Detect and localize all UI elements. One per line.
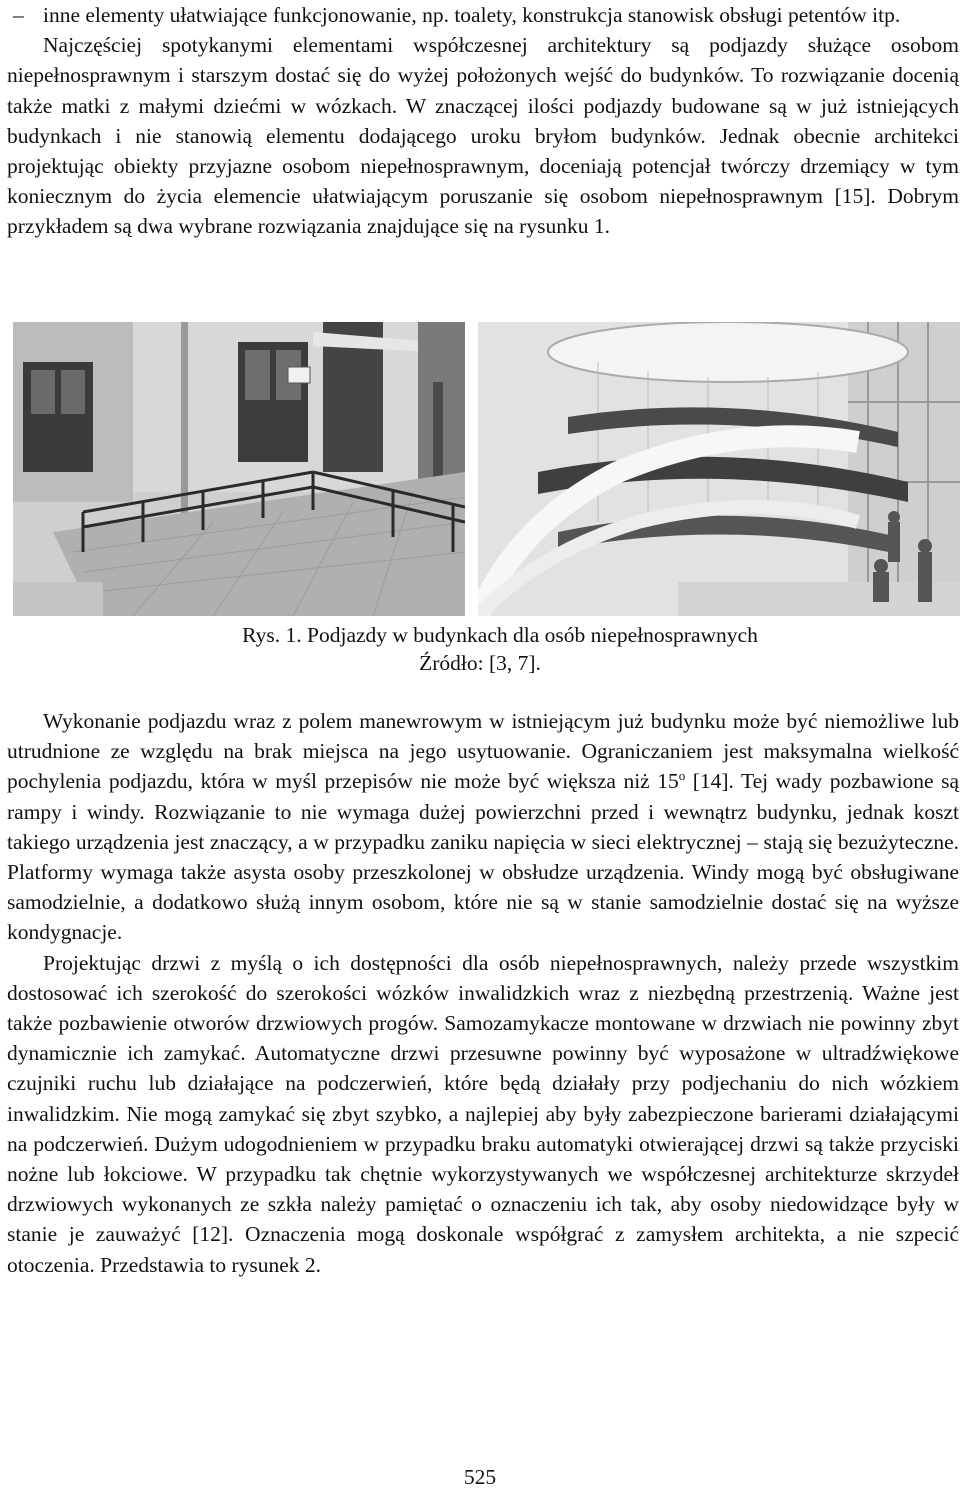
page-number: 525 bbox=[463, 1465, 497, 1489]
bullet-dash: – bbox=[13, 3, 24, 27]
interior-ramp-image bbox=[478, 322, 960, 616]
exterior-ramp-image bbox=[13, 322, 465, 616]
degree-superscript: o bbox=[678, 768, 686, 784]
bullet-item bbox=[7, 0, 959, 30]
paragraph-ramp-limits-part-2: [14]. Tej wady pozbawione są rampy i windy. Rozwiązanie to nie wymaga dużej powierzchni przed i wewnątrz budynku, jednak koszt takiego urządzenia jest znaczący, a w przypadku zaniku napięcia w sieci elektrycznej – stają się bezużyteczne. Platformy wymaga także asysta osoby przeszkolonej w obsłudze urządzenia. Windy mogą być obsługiwane samodzielnie, a dodatkowo służą innym osobom, które nie są w stanie samodzielnie dostać się na wyższe kondygnacje. bbox=[7, 769, 959, 945]
photo-interior-spiral-ramp bbox=[478, 322, 960, 616]
bottom-text-block bbox=[7, 706, 959, 1280]
paragraph-doors: Projektując drzwi z myślą o ich dostępności dla osób niepełnosprawnych, należy przede wszystkim dostosować ich szerokość do szerokości wózków inwalidzkich wraz z niezbędną przestrzenią. Ważne jest także pozbawienie otworów drzwiowych progów. Samozamykacze montowane w drzwiach nie powinny zbyt dynamicznie ich zamykać. Automatyczne drzwi przesuwne powinny być wyposażone w ultradźwiękowe czujniki ruchu lub działające na podczerwień, które będą działały przy podjechaniu do nich wózkiem inwalidzkim. Nie mogą zamykać się zbyt szybko, a najlepiej aby były zabezpieczone barierami działającymi na podczerwień. Dużym udogodnieniem w przypadku braku automatyki otwierającej drzwi są także przyciski nożne lub łokciowe. W przypadku tak chętnie wykorzystywanych we współczesnej architekturze skrzydeł drzwiowych wykonanych ze szkła należy pamiętać o oznaczeniu ich tak, aby osoby niedowidzące były w stanie je zauważyć [12]. Oznaczenia mogą doskonale współgrać z zamysłem architekta, a nie szpecić otoczenia. Przedstawia to rysunek 2. bbox=[7, 950, 959, 1277]
bullet-text: inne elementy ułatwiające funkcjonowanie, np. toalety, konstrukcja stanowisk obsługi petentów itp. bbox=[43, 3, 901, 27]
figure-caption: Rys. 1. Podjazdy w budynkach dla osób niepełnosprawnych bbox=[242, 623, 758, 647]
paragraph-ramp-limits-part-1: Wykonanie podjazdu wraz z polem manewrowym w istniejącym już budynku może być niemożliwe lub utrudnione ze względu na brak miejsca na jego usytuowanie. Ograniczaniem jest maksymalna wielkość pochylenia podjazdu, która w myśl przepisów nie może być większa niż 15 bbox=[7, 709, 959, 794]
top-text-block bbox=[7, 0, 959, 242]
figure-source: Źródło: [3, 7]. bbox=[419, 651, 541, 675]
paragraph-ramp-limits bbox=[7, 706, 959, 948]
photo-exterior-ramp bbox=[13, 322, 465, 616]
paragraph-ramps-intro: Najczęściej spotykanymi elementami współczesnej architektury są podjazdy służące osobom niepełnosprawnym i starszym dostać się do wyżej położonych wejść do budynków. To rozwiązanie docenią także matki z małymi dziećmi w wózkach. W znaczącej ilości podjazdy budowane są w już istniejących budynkach i nie stanowią elementu dodającego uroku bryłom budynków. Jednak obecnie architekci projektując obiekty przyjazne osobom niepełnosprawnym, doceniają potencjał twórczy drzemiący w tym koniecznym do życia elemencie ułatwiającym poruszanie się osobom niepełnosprawnym [15]. Dobrym przykładem są dwa wybrane rozwiązania znajdujące się na rysunku 1. bbox=[7, 33, 959, 239]
